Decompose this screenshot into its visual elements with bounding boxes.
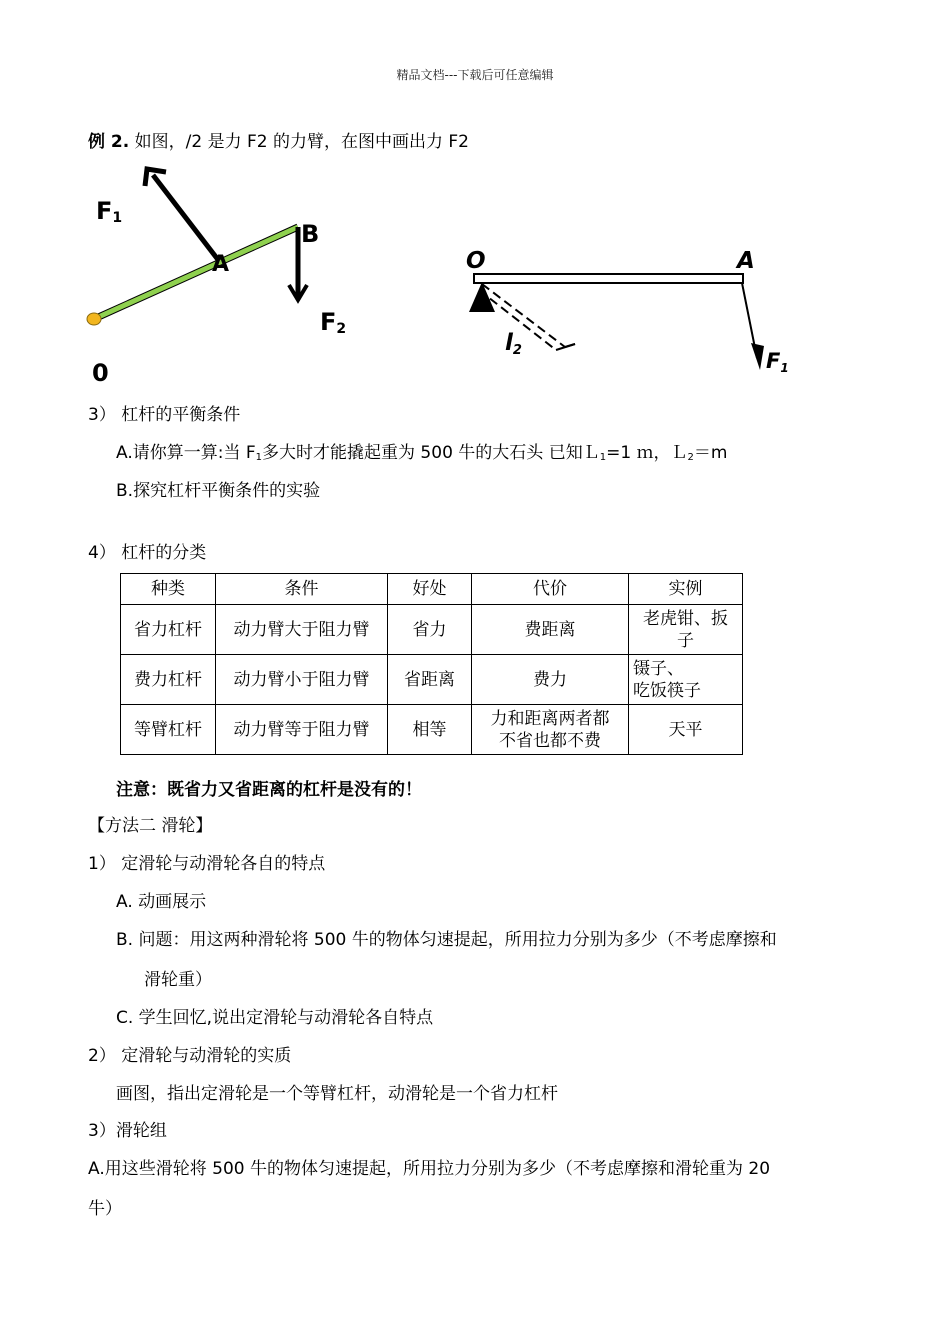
section-3-a: A.请你算一算:当 $F_1$多大时才能撬起重为 500 牛的大石头 已知Ｌ$_1$=1 ｍ，Ｌ$_2$＝m [116,443,728,463]
f1-label: F1 [96,197,123,226]
method-2-a: A. 动画展示 [116,892,207,912]
f1-arrow-shaft [153,175,219,261]
header-cost: 代价 [472,574,629,605]
f1-arrow-head-2 [751,343,764,370]
method-2-b-line2: 滑轮重） [144,970,212,990]
point-b-label: B [301,220,320,248]
method-2-s2: 2） 定滑轮与动滑轮的实质 [88,1046,292,1066]
l2-label: l2 [505,330,522,358]
method-2-s1: 1） 定滑轮与动滑轮各自的特点 [88,854,326,874]
arm-l2-dash-top [482,284,565,347]
lever-figure-2 [466,248,789,375]
method-2-s2-text: 画图，指出定滑轮是一个等臂杠杆，动滑轮是一个省力杠杆 [116,1084,558,1104]
cell-condition: 动力臂大于阻力臂 [216,605,388,655]
f2-label: F2 [320,308,347,337]
table-header-row [121,574,743,605]
cell-kind: 省力杠杆 [121,605,216,655]
method-2-c: C. 学生回忆,说出定滑轮与动滑轮各自特点 [116,1008,434,1028]
table-row [121,655,743,705]
method-2-s3-a-line1: A.用这些滑轮将 500 牛的物体匀速提起，所用拉力分别为多少（不考虑摩擦和滑轮重为 20 [88,1159,771,1179]
cell-cost: 费力 [472,655,629,705]
cell-example: 老虎钳、扳 子 [629,605,743,655]
cell-cost: 力和距离两者都 不省也都不费 [472,705,629,755]
section-3-title: 3） 杠杆的平衡条件 [88,405,241,425]
arm-l2-end2 [556,344,575,350]
cell-benefit: 相等 [388,705,472,755]
method-2-title: 【方法二 滑轮】 [88,816,213,836]
method-2-s3-a-line2: 牛） [88,1199,122,1219]
cell-cost: 费距离 [472,605,629,655]
table-row [121,605,743,655]
section-4-title: 4） 杠杆的分类 [88,543,207,563]
note: 注意：既省力又省距离的杠杆是没有的！ [116,780,422,800]
lever-bar [94,227,298,319]
fig2-f1-label: F1 [766,349,789,375]
pivot-point [87,313,101,325]
section-3-b: B.探究杠杆平衡条件的实验 [116,481,321,501]
method-2-s3: 3）滑轮组 [88,1121,167,1141]
arm-l2-dash-bottom [479,290,556,350]
header-condition: 条件 [216,574,388,605]
example-text: 如图，/2 是力 F2 的力臂，在图中画出力 F2 [134,132,469,152]
lever-classification-table [120,573,743,755]
header-kind: 种类 [121,574,216,605]
fig2-point-o-label: O [466,248,486,274]
fulcrum-triangle [469,282,495,312]
header-benefit: 好处 [388,574,472,605]
method-2-b-line1: B. 问题：用这两种滑轮将 500 牛的物体匀速提起，所用拉力分别为多少（不考虑摩擦和 [116,930,777,950]
header-example: 实例 [629,574,743,605]
cell-benefit: 省力 [388,605,472,655]
cell-condition: 动力臂小于阻力臂 [216,655,388,705]
lever-figure-1 [0,0,950,420]
example-label: 例 2. [88,132,130,152]
cell-kind: 等臂杠杆 [121,705,216,755]
point-o-label: 0 [92,359,109,387]
fig2-point-a-label: A [737,248,755,274]
cell-kind: 费力杠杆 [121,655,216,705]
table-row [121,705,743,755]
page-header: 精品文档---下载后可任意编辑 [396,68,554,82]
cell-example: 镊子、 吃饭筷子 [629,655,743,705]
cell-example: 天平 [629,705,743,755]
cell-benefit: 省距离 [388,655,472,705]
cell-condition: 动力臂等于阻力臂 [216,705,388,755]
point-a-label: A [212,252,230,277]
horizontal-lever [474,274,743,283]
